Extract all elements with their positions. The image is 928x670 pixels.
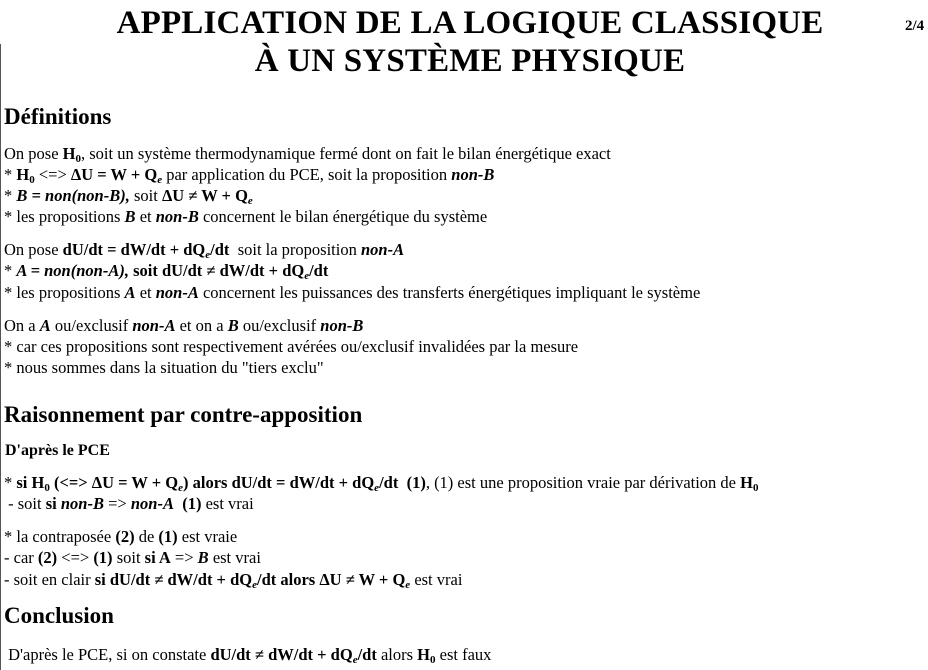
text-line: D'après le PCE, si on constate $dU/dt \ne dW/dt + dQ_e/dt$ alors $H_0$ est faux <box>4 645 492 666</box>
text-line: * nous sommes dans la situation du "tiers exclu" <box>4 358 324 377</box>
text-line: * B = non(non-B), soit $\Delta U \ne W + Q_e$ <box>4 186 253 207</box>
section-heading-definitions: Définitions <box>4 104 112 129</box>
text-line: On a A ou/exclusif non-A et on a B ou/exclusif non-B <box>4 316 364 335</box>
text-line: * si $H_0$ (<=> $\Delta U = W + Q_e$) alors $dU/dt = dW/dt + dQ_e/dt$ (1), (1) est une proposition vraie par dérivation de $H_0$ <box>4 473 759 494</box>
left-border <box>0 44 1 670</box>
text-line: - car (2) <=> (1) soit si A => B est vrai <box>4 548 261 567</box>
text-line: * les propositions A et non-A concernent les puissances des transferts énergétiques impliquant le système <box>4 283 701 302</box>
page-title-line-1: APPLICATION DE LA LOGIQUE CLASSIQUE <box>116 5 824 41</box>
page-title-line-2: À UN SYSTÈME PHYSIQUE <box>254 43 686 79</box>
subheading-pce: D'après le PCE <box>5 442 110 459</box>
text-line: On pose $H_0$, soit un système thermodynamique fermé dont on fait le bilan énergétique exact <box>4 144 611 165</box>
text-line: - soit en clair si $dU/dt \ne dW/dt + dQ_e/dt$ alors $\Delta U \ne W + Q_e$ est vrai <box>4 570 463 591</box>
text-line: * A = non(non-A), soit $dU/dt \ne dW/dt + dQ_e/dt$ <box>4 261 329 282</box>
text-line: * les propositions B et non-B concernent le bilan énergétique du système <box>4 207 488 226</box>
text-line: On pose $dU/dt = dW/dt + dQ_e/dt$ soit la proposition non-A <box>4 240 405 261</box>
text-line: * $H_0$ <=> $\Delta U = W + Q_e$ par application du PCE, soit la proposition non-B <box>4 165 495 186</box>
section-heading-conclusion: Conclusion <box>4 603 114 628</box>
section-heading-reasoning: Raisonnement par contre-apposition <box>4 402 363 427</box>
text-line: - soit si non-B => non-A (1) est vrai <box>4 494 254 513</box>
page-number: 2/4 <box>905 18 925 34</box>
text-line: * la contraposée (2) de (1) est vraie <box>4 527 238 546</box>
text-line: * car ces propositions sont respectivement avérées ou/exclusif invalidées par la mesure <box>4 337 579 356</box>
